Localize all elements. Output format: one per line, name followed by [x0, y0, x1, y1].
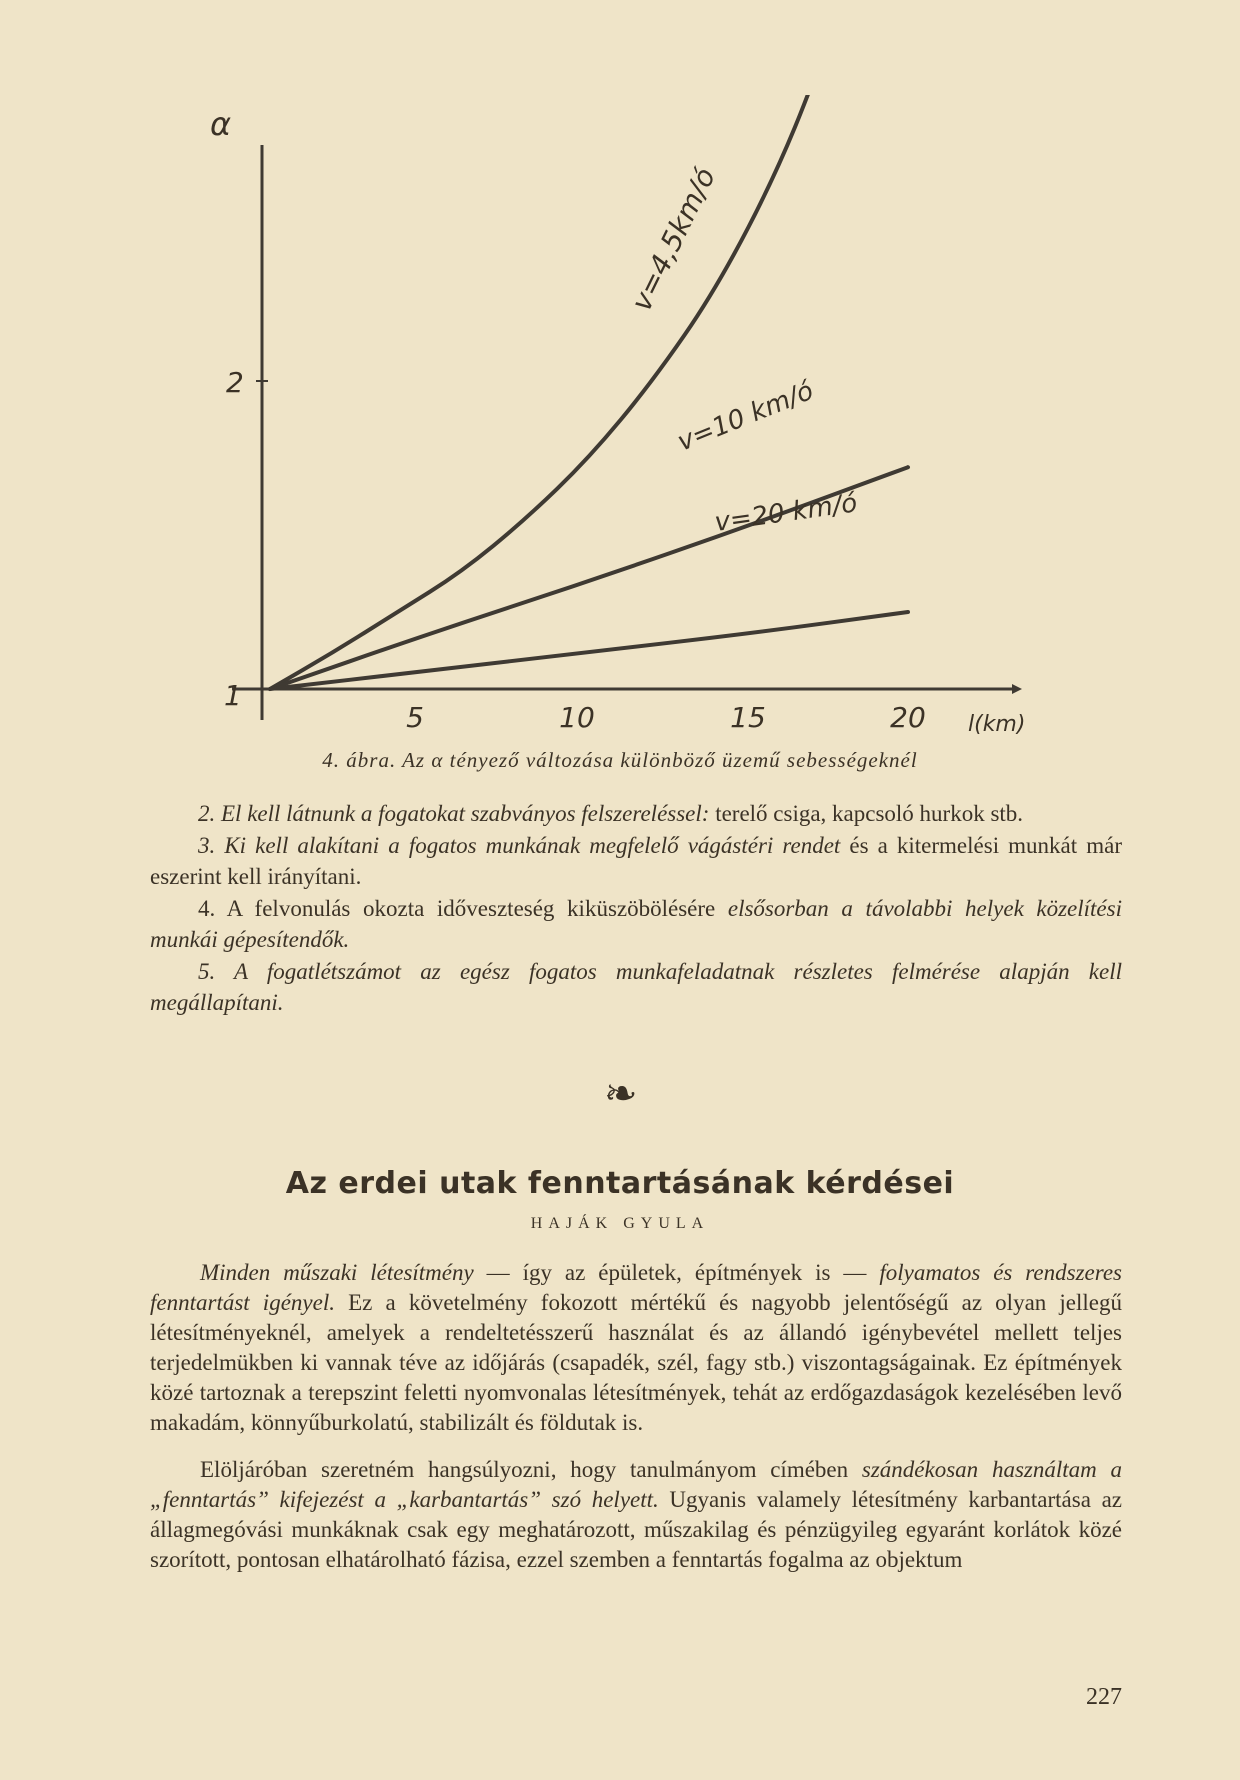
y-tick-label-1: 1	[224, 679, 242, 712]
p2-lead: Elöljáróban szeretném hangsúlyozni, hogy tanulmányom címében	[200, 1457, 862, 1482]
article-title: Az erdei utak fenntartásának kérdései	[285, 1166, 955, 1201]
p1-italic-lead: Minden műszaki létesítmény	[200, 1260, 474, 1285]
p1-italic-2: folyamatos és rendszeres fenntartást igényel.	[150, 1260, 1122, 1315]
list-item-3-italic: 3. Ki kell alakítani a fogatos munkának megfelelő vágástéri rendet	[198, 833, 841, 858]
list-item-3-rest: és a kitermelési munkát már eszerint kell irányítani.	[150, 833, 1122, 889]
list-item-4	[150, 893, 1122, 955]
ornament-icon: ❧	[604, 1071, 638, 1116]
numbered-list	[150, 798, 1122, 1019]
x-ticks	[406, 701, 926, 734]
x-axis-unit: l(km)	[968, 712, 1026, 735]
x-axis-arrow	[1012, 684, 1022, 694]
page-number: 227	[1086, 1684, 1122, 1710]
figure	[180, 95, 1100, 740]
list-item-2-rest: terelő csiga, kapcsoló hurkok stb.	[715, 801, 1024, 826]
list-item-4-lead: 4. A felvonulás okozta időveszteség kiküszöbölésére	[198, 896, 716, 921]
p2-italic: szándékosan használtam a „fenntartás” kifejezést a „karbantartás” szó helyett.	[150, 1457, 1122, 1512]
list-item-3	[150, 830, 1122, 892]
curve-label-v20: v=20 km/ó	[712, 488, 860, 538]
paragraph-2	[150, 1455, 1122, 1575]
article-body	[150, 1258, 1122, 1592]
x-tick-20: 20	[890, 701, 926, 734]
y-axis-symbol: α	[210, 105, 232, 143]
list-item-2-italic: 2. El kell látnunk a fogatokat szabványos felszereléssel:	[198, 801, 710, 826]
x-tick-10: 10	[559, 701, 595, 734]
list-item-2	[150, 798, 1122, 829]
list-item-5-italic: 5. A fogatlétszámot az egész fogatos munkafeladatnak részletes felmérése alapján kell megállapítani.	[150, 959, 1122, 1015]
p2-rest: Ugyanis valamely létesítmény karbantartása az állagmegóvási munkáknak csak egy meghatározott, műszakilag és pénzügyileg egyaránt korlátok közé szorított, pontosan elhatárolható fázisa, ezzel szemben a fenntartás fogalma az objektum	[150, 1487, 1122, 1572]
curve-label-v4-5: v=4,5km/ó	[624, 162, 723, 317]
x-tick-5: 5	[406, 701, 424, 734]
p1-dash: — így az épületek, építmények is —	[473, 1260, 880, 1285]
caption-text: Az α tényező változása különböző üzemű sebességeknél	[402, 748, 918, 772]
curve-label-v10: v=10 km/ó	[673, 375, 818, 458]
list-item-4-italic: elsősorban a távolabbi helyek közelítési munkái gépesítendők.	[150, 896, 1122, 952]
list-item-5	[150, 956, 1122, 1018]
y-tick-label-2: 2	[226, 366, 244, 399]
chart-svg	[180, 95, 1100, 735]
x-tick-15: 15	[730, 701, 766, 734]
curve-v4-5	[270, 95, 828, 689]
curve-v20	[270, 612, 908, 689]
caption-lead: 4. ábra.	[322, 748, 397, 772]
article-author: HAJÁK GYULA	[530, 1215, 710, 1232]
paragraph-1	[150, 1258, 1122, 1438]
figure-caption	[0, 748, 1240, 773]
p1-rest: Ez a követelmény fokozott mértékű és nagyobb jelentőségű az olyan jellegű létesítményeknél, amelyek a rendeltetésszerű használat és az állandó igénybevétel mellett teljes terjedelmükben ki vannak téve az időjárás (csapadék, szél, fagy stb.) viszontagságainak. Ez építmények közé tartoznak a terepszint feletti nyomvonalas létesítmények, tehát az erdőgazdaságok kezelésében levő makadám, könnyűburkolatú, stabilizált és földutak is.	[150, 1290, 1122, 1435]
